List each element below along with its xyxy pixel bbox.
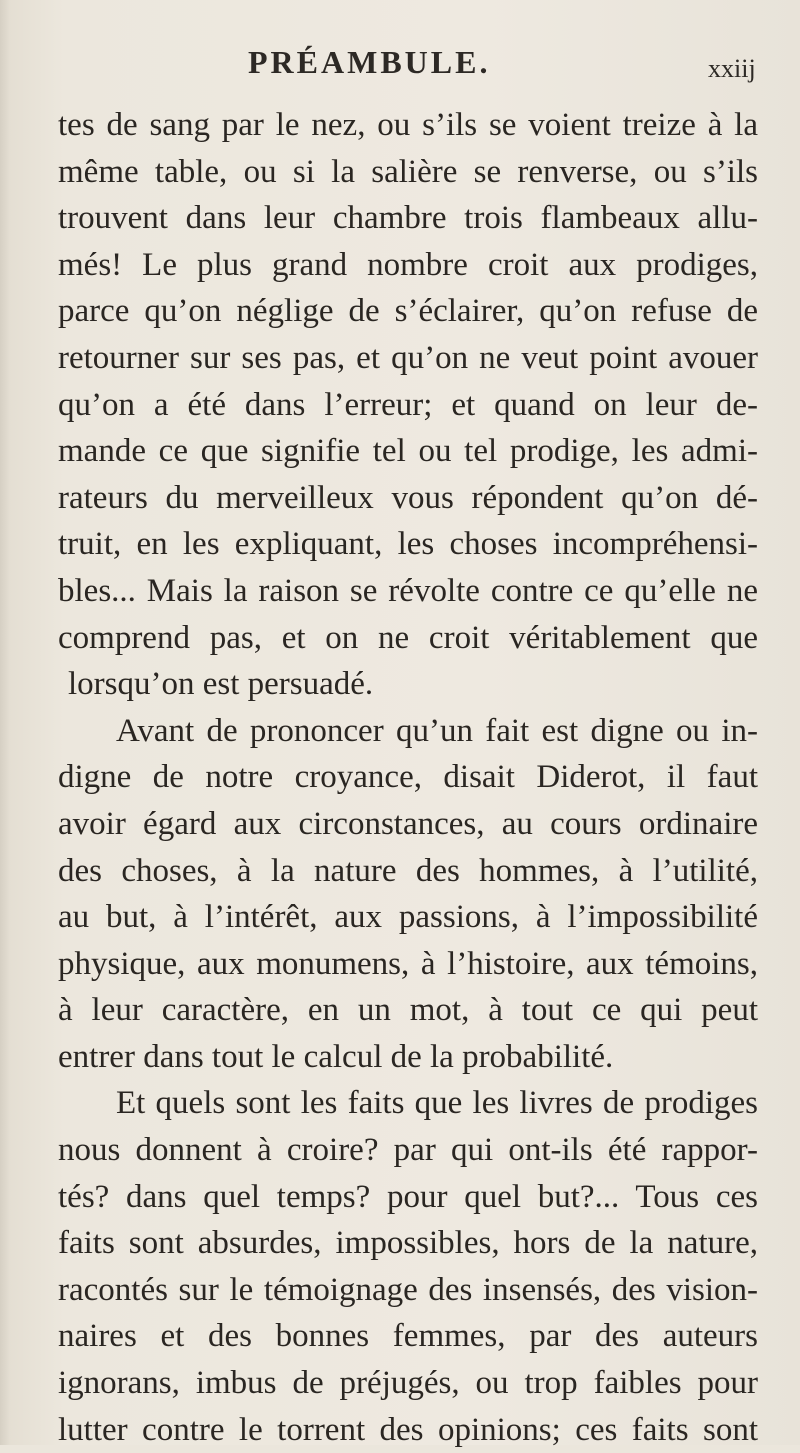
text-line: avoir égard aux circonstances, au cours ordinaire	[58, 805, 758, 842]
text-line: au but, à l’intérêt, aux passions, à l’impossibilité	[58, 899, 758, 936]
text-line: racontés sur le témoignage des insensés, des vision-	[58, 1271, 758, 1308]
text-line: retourner sur ses pas, et qu’on ne veut point avouer	[58, 339, 758, 376]
text-line: qu’on a été dans l’erreur; et quand on leur de-	[58, 386, 758, 423]
text-line-paragraph-end: entrer dans tout le calcul de la probabilité.	[58, 1038, 614, 1075]
text-line: même table, ou si la salière se renverse, ou s’ils	[58, 153, 758, 190]
text-line: physique, aux monumens, à l’histoire, aux témoins,	[58, 945, 758, 982]
text-line: nous donnent à croire? par qui ont-ils été rappor-	[58, 1132, 758, 1169]
text-line: ignorans, imbus de préjugés, ou trop faibles pour	[58, 1365, 758, 1402]
page-gutter-shadow	[0, 0, 10, 1445]
text-line: tes de sang par le nez, ou s’ils se voient treize à la	[58, 107, 758, 143]
text-line: més! Le plus grand nombre croit aux prodiges,	[58, 246, 758, 283]
text-line-paragraph-start: Avant de prononcer qu’un fait est digne ou in-	[116, 712, 758, 749]
text-line-paragraph-end: lorsqu’on est persuadé.	[68, 666, 374, 703]
page-number: xxiij	[708, 54, 756, 83]
text-line: mande ce que signifie tel ou tel prodige, les admi-	[58, 433, 758, 470]
text-line: tés? dans quel temps? pour quel but?... Tous ces	[58, 1178, 758, 1215]
text-line: trouvent dans leur chambre trois flambeaux allu-	[58, 200, 758, 237]
text-line: parce qu’on néglige de s’éclairer, qu’on refuse de	[58, 293, 758, 330]
text-line: des choses, à la nature des hommes, à l’utilité,	[58, 852, 758, 889]
text-line: truit, en les expliquant, les choses incompréhensi-	[58, 526, 758, 563]
running-head: PRÉAMBULE.	[248, 44, 491, 80]
body-text	[58, 102, 758, 1453]
text-line-paragraph-start: Et quels sont les faits que les livres de prodiges	[116, 1085, 758, 1122]
text-line: rateurs du merveilleux vous répondent qu’on dé-	[58, 479, 758, 516]
text-line: naires et des bonnes femmes, par des auteurs	[58, 1318, 758, 1355]
text-line: comprend pas, et on ne croit véritablement que	[58, 619, 758, 656]
text-line: faits sont absurdes, impossibles, hors de la nature,	[58, 1225, 758, 1262]
text-line: à leur caractère, en un mot, à tout ce qui peut	[58, 992, 758, 1029]
text-line: bles... Mais la raison se révolte contre ce qu’elle ne	[58, 572, 758, 609]
text-line: lutter contre le torrent des opinions; ces faits sont	[58, 1411, 758, 1448]
text-line: digne de notre croyance, disait Diderot, il faut	[58, 759, 758, 796]
